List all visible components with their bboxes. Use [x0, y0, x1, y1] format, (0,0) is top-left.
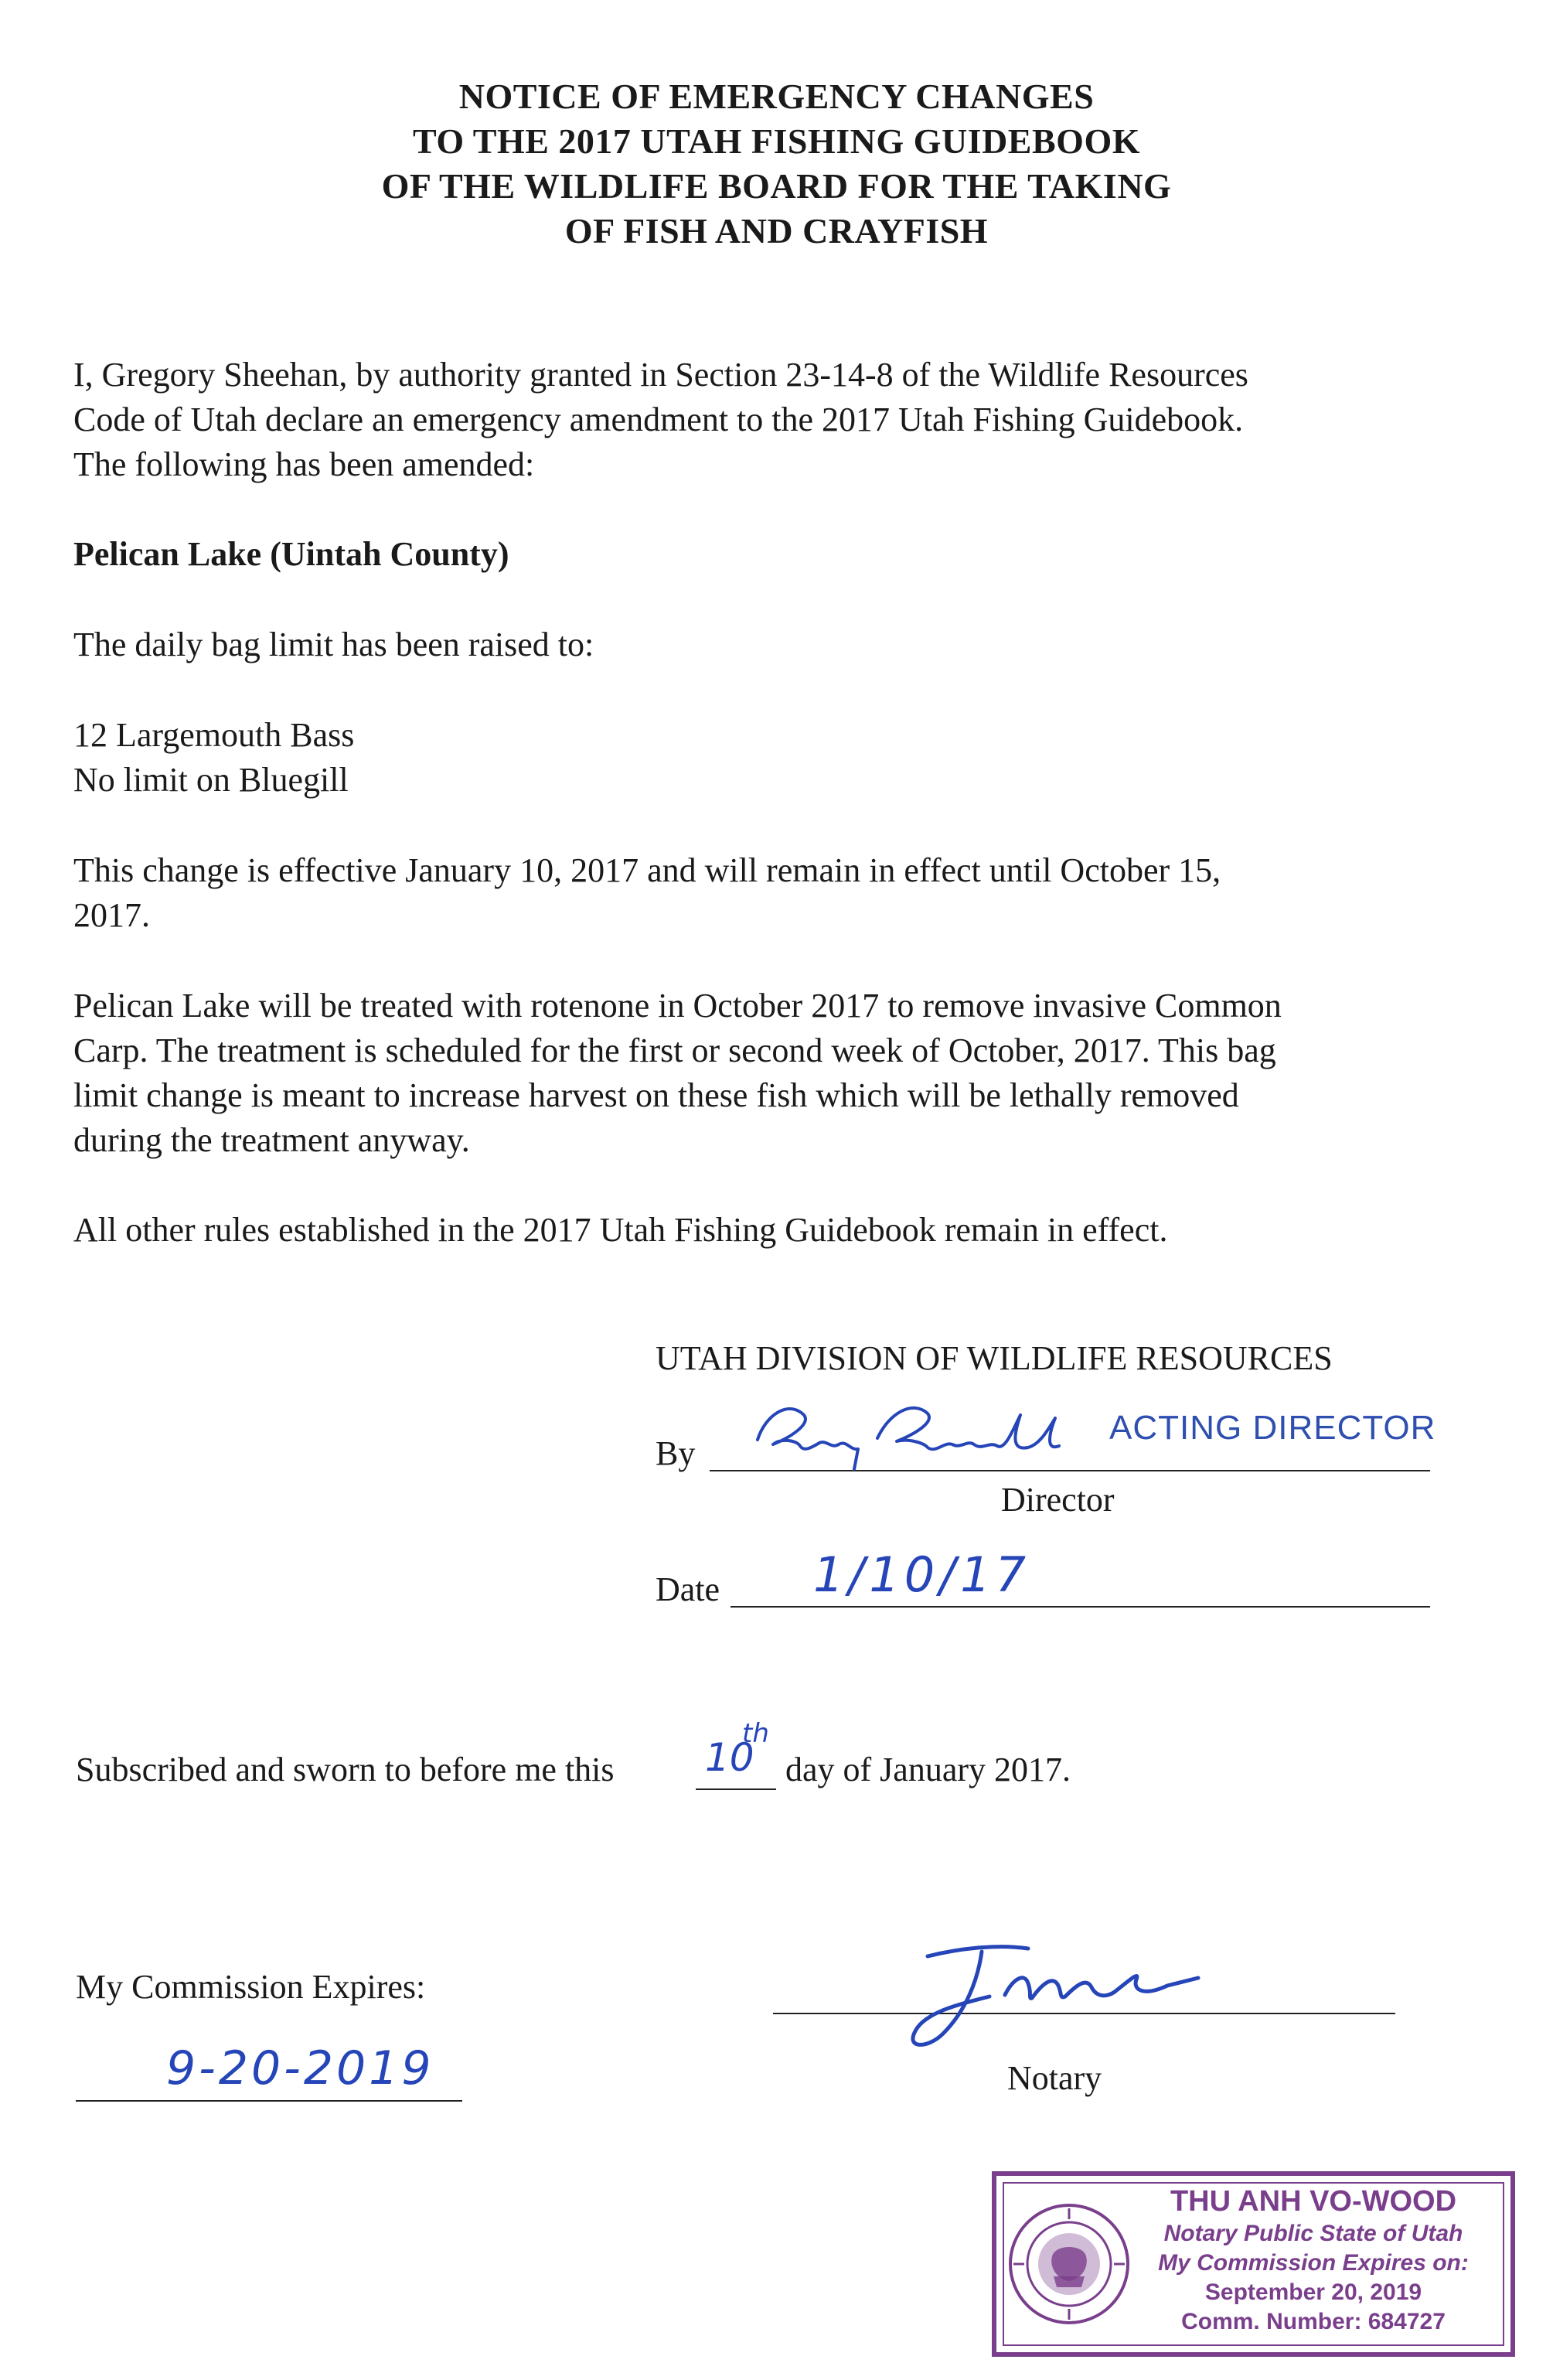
- commission-value: 9-20-2019: [166, 2041, 434, 2095]
- director-signature: [742, 1384, 1098, 1485]
- effective-line-1: This change is effective January 10, 2017 and will remain in effect until October 15,: [73, 851, 1221, 889]
- notary-stamp-text: [1143, 2184, 1483, 2337]
- bag-limit-intro: The daily bag limit has been raised to:: [73, 626, 594, 663]
- organization-name: UTAH DIVISION OF WILDLIFE RESOURCES: [656, 1339, 1333, 1377]
- notary-stamp-line-4: Comm. Number: 684727: [1181, 2309, 1446, 2334]
- notary-stamp-line-1: Notary Public State of Utah: [1163, 2221, 1463, 2246]
- notary-stamp-name: THU ANH VO-WOOD: [1170, 2185, 1457, 2218]
- sworn-after-text: day of January 2017.: [785, 1751, 1071, 1788]
- intro-line-2: Code of Utah declare an emergency amendment to the 2017 Utah Fishing Guidebook.: [73, 401, 1244, 438]
- date-label: Date: [656, 1570, 720, 1608]
- intro-line-3: The following has been amended:: [73, 445, 535, 483]
- notary-stamp: [992, 2171, 1515, 2357]
- sworn-before-text: Subscribed and sworn to before me this: [76, 1751, 615, 1788]
- treatment-line-4: during the treatment anyway.: [73, 1121, 470, 1159]
- treatment-paragraph: [73, 984, 1465, 1163]
- title-line-3: OF THE WILDLIFE BOARD FOR THE TAKING: [381, 166, 1172, 206]
- title-line-4: OF FISH AND CRAYFISH: [564, 211, 989, 251]
- commission-label: My Commission Expires:: [76, 1968, 426, 2006]
- treatment-line-3: limit change is meant to increase harvest on these fish which will be lethally removed: [73, 1076, 1239, 1114]
- treatment-line-2: Carp. The treatment is scheduled for the first or second week of October, 2017. This bag: [73, 1031, 1276, 1069]
- sworn-day-line: [696, 1788, 776, 1790]
- title-line-1: NOTICE OF EMERGENCY CHANGES: [458, 77, 1095, 116]
- date-value: 1/10/17: [813, 1546, 1031, 1603]
- sworn-day-suffix: th: [742, 1718, 769, 1749]
- by-label: By: [656, 1434, 696, 1472]
- notice-title: [0, 74, 1553, 254]
- notary-stamp-line-2: My Commission Expires on:: [1158, 2250, 1469, 2276]
- title-line-2: TO THE 2017 UTAH FISHING GUIDEBOOK: [412, 121, 1141, 161]
- effective-line-2: 2017.: [73, 896, 150, 934]
- sworn-day-value: 10: [705, 1735, 754, 1780]
- intro-line-1: I, Gregory Sheehan, by authority granted in Section 23-14-8 of the Wildlife Resources: [73, 356, 1248, 394]
- state-seal-icon: [1007, 2202, 1131, 2326]
- limit-item-bass: 12 Largemouth Bass: [73, 716, 355, 754]
- notary-label: Notary: [1007, 2059, 1102, 2097]
- limits-list: [73, 713, 1465, 803]
- notary-stamp-line-3: September 20, 2019: [1204, 2279, 1422, 2305]
- commission-line: [76, 2100, 462, 2102]
- effective-paragraph: [73, 848, 1465, 938]
- location-heading: Pelican Lake (Uintah County): [73, 535, 509, 573]
- other-rules-paragraph: All other rules established in the 2017 Utah Fishing Guidebook remain in effect.: [73, 1211, 1168, 1249]
- intro-paragraph: [73, 353, 1465, 487]
- treatment-line-1: Pelican Lake will be treated with rotenone in October 2017 to remove invasive Common: [73, 987, 1282, 1025]
- acting-director-stamp: ACTING DIRECTOR: [1109, 1409, 1436, 1447]
- limit-item-bluegill: No limit on Bluegill: [73, 761, 349, 799]
- date-line: [731, 1606, 1430, 1608]
- notary-signature: [874, 1925, 1229, 2065]
- director-label: Director: [1001, 1481, 1115, 1519]
